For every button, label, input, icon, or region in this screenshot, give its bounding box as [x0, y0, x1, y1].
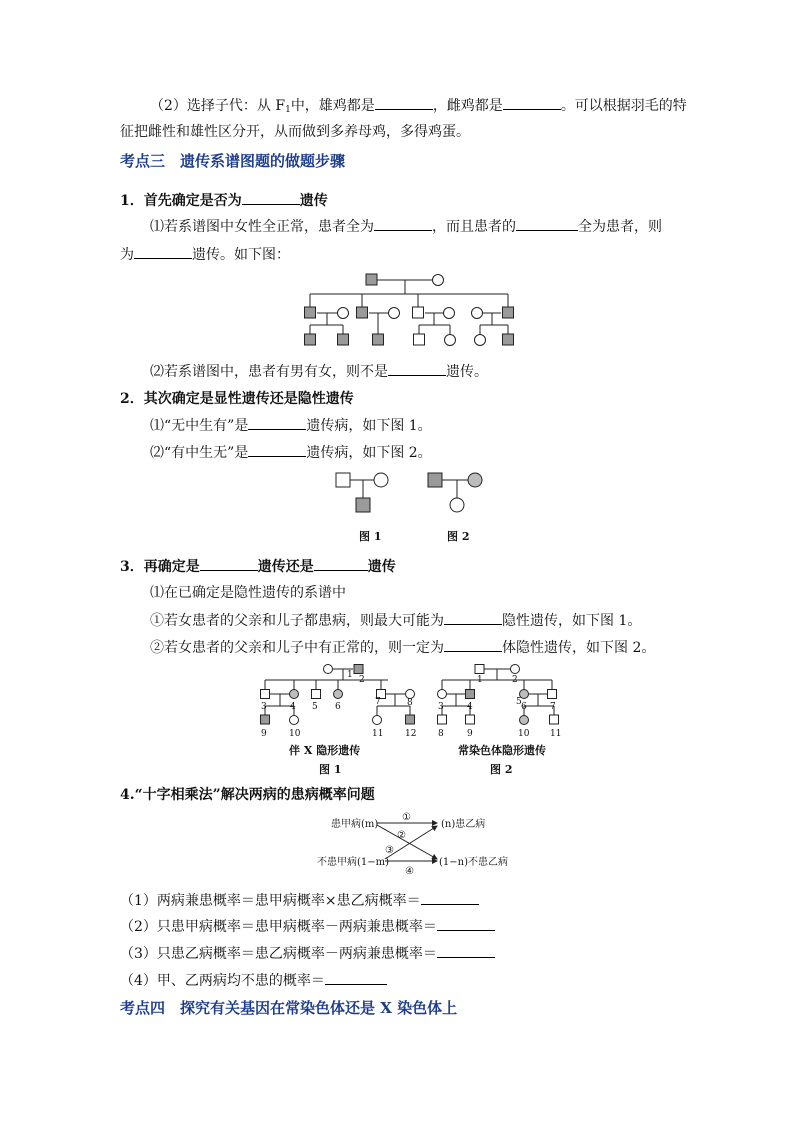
label-R10: 10 — [518, 729, 530, 739]
answer-blank[interactable] — [516, 216, 578, 231]
step-1-heading: 1．首先确定是否为 遗传 — [120, 190, 328, 211]
step-1-line-c: ⑵若系谱图中，患者有男有女，则不是 遗传。 — [150, 361, 488, 382]
cross-label-a: 患甲病(m) — [331, 819, 379, 830]
paragraph-chick-selection: （2）选择子代：从 $F_1$中，雄鸡都是 ，雌鸡都是 。可以根据羽毛的特 — [150, 95, 687, 120]
step-4-heading: 4.“十字相乘法”解决两病的患病概率问题 — [120, 787, 375, 803]
y-linked-pedigree — [300, 270, 530, 350]
cross-label-d: (1−n)不患乙病 — [439, 857, 508, 868]
label-L2: 2 — [359, 675, 365, 685]
label-L7: 7 — [375, 697, 381, 707]
label-R9: 9 — [467, 729, 473, 739]
cross-multiplication-diagram — [315, 810, 515, 877]
formula-3: （3）只患乙病概率＝患乙病概率－两病兼患概率＝ — [120, 943, 495, 964]
step-3-line-b: ①若女患者的父亲和儿子都患病，则最大可能为 隐性遗传，如下图 1。 — [150, 610, 641, 631]
answer-blank[interactable] — [248, 442, 306, 457]
answer-blank[interactable] — [444, 610, 502, 625]
label-R6: 6 — [521, 702, 527, 712]
label-R5: 5 — [516, 697, 522, 707]
answer-blank[interactable] — [374, 216, 432, 231]
step-3-line-c: ②若女患者的父亲和儿子中有正常的，则一定为 体隐性遗传，如下图 2。 — [150, 637, 655, 658]
label-L10: 10 — [289, 729, 301, 739]
pedigree-caption-right: 图 2 — [490, 763, 513, 776]
cross-num-1: ① — [402, 812, 411, 823]
label-L12: 12 — [405, 729, 417, 739]
label-R8: 8 — [438, 729, 444, 739]
step-2-heading: 2．其次确定是显性遗传还是隐性遗传 — [120, 391, 354, 407]
label-R4: 4 — [467, 702, 473, 712]
cross-num-3: ③ — [385, 845, 394, 856]
answer-blank[interactable] — [314, 556, 368, 571]
fig-caption-2: 图 2 — [447, 530, 470, 543]
formula-1: （1）两病兼患概率＝患甲病概率×患乙病概率＝ — [120, 890, 479, 911]
x-linked-recessive-pedigree — [255, 660, 425, 740]
pedigree-title-left: 伴 X 隐形遗传 — [289, 744, 361, 757]
cross-num-2: ② — [397, 830, 406, 841]
step-1-line-b: 为 遗传。如下图： — [120, 244, 290, 265]
answer-blank[interactable] — [242, 190, 300, 205]
pedigree-caption-left: 图 1 — [319, 763, 342, 776]
section-heading-3: 考点三 遗传系谱图题的做题步骤 — [120, 152, 346, 170]
cross-num-4: ④ — [405, 866, 414, 877]
answer-blank[interactable] — [444, 637, 502, 652]
label-L3: 3 — [261, 702, 267, 712]
label-R3: 3 — [438, 702, 444, 712]
step-3-heading: 3．再确定是 遗传还是 遗传 — [120, 556, 396, 577]
formula-4: （4）甲、乙两病均不患的概率＝ — [120, 970, 387, 991]
cross-label-b: 不患甲病(1−m) — [317, 857, 390, 868]
label-L1: 1 — [347, 670, 353, 680]
label-R11: 11 — [550, 729, 562, 739]
answer-blank[interactable] — [134, 244, 192, 259]
step-2-line-a: ⑴“无中生有”是 遗传病，如下图 1。 — [150, 415, 432, 436]
formula-2: （2）只患甲病概率＝患甲病概率－两病兼患概率＝ — [120, 916, 495, 937]
answer-blank[interactable] — [325, 970, 387, 985]
answer-blank[interactable] — [437, 943, 495, 958]
cross-label-c: (n)患乙病 — [441, 819, 486, 830]
fig-caption-1: 图 1 — [359, 530, 382, 543]
label-R2: 2 — [512, 675, 518, 685]
label-L11: 11 — [372, 729, 384, 739]
step-2-line-b: ⑵“有中生无”是 遗传病，如下图 2。 — [150, 442, 432, 463]
section-heading-4: 考点四 探究有关基因在常染色体还是 X 染色体上 — [120, 999, 458, 1017]
answer-blank[interactable] — [503, 95, 561, 110]
label-L5: 5 — [312, 702, 318, 712]
label-L4: 4 — [290, 702, 296, 712]
label-L6: 6 — [335, 702, 341, 712]
answer-blank[interactable] — [200, 556, 258, 571]
label-R1: 1 — [477, 675, 483, 685]
pedigree-title-right: 常染色体隐形遗传 — [458, 744, 546, 757]
dominance-pedigrees — [330, 468, 490, 516]
answer-blank[interactable] — [421, 890, 479, 905]
paragraph-continued: 征把雌性和雄性区分开，从而做到多养母鸡，多得鸡蛋。 — [120, 124, 470, 140]
answer-blank[interactable] — [437, 916, 495, 931]
answer-blank[interactable] — [375, 95, 433, 110]
label-L9: 9 — [261, 729, 267, 739]
step-3-line-a: ⑴在已确定是隐性遗传的系谱中 — [150, 585, 346, 601]
step-1-line-a: ⑴若系谱图中女性全正常，患者全为 ，而且患者的 全为患者，则 — [150, 216, 662, 237]
answer-blank[interactable] — [388, 361, 446, 376]
label-R7: 7 — [550, 702, 556, 712]
label-L8: 8 — [407, 698, 413, 708]
autosomal-recessive-pedigree — [432, 660, 572, 740]
answer-blank[interactable] — [248, 415, 306, 430]
